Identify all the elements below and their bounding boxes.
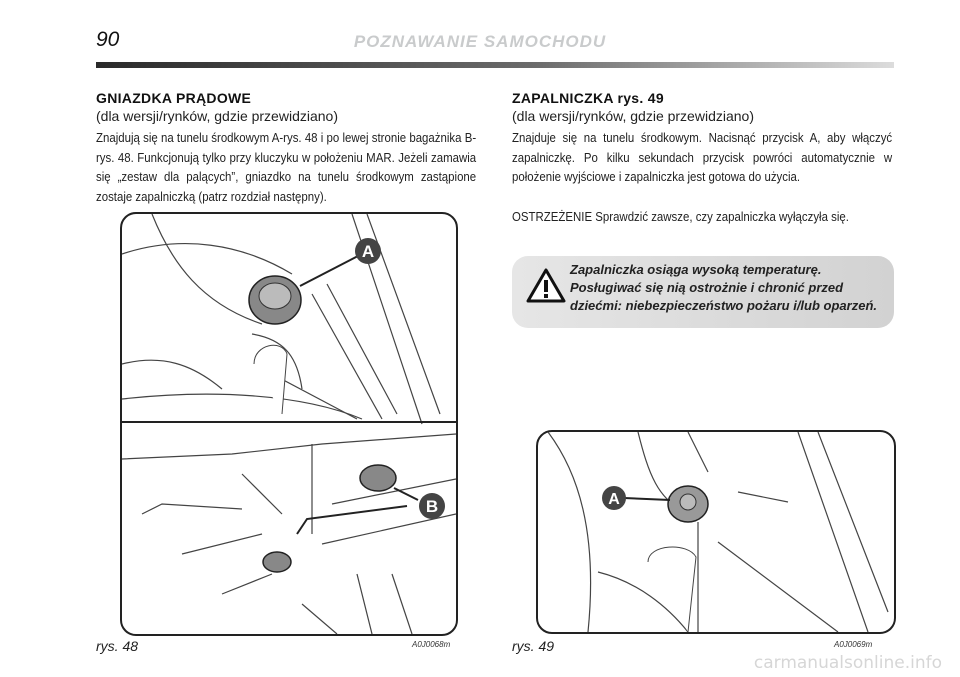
- header-rule: [96, 62, 894, 68]
- section-title: POZNAWANIE SAMOCHODU: [353, 32, 607, 51]
- warning-box: [512, 256, 894, 328]
- right-subtitle: (dla wersji/rynków, gdzie przewidziano): [512, 108, 754, 124]
- watermark: carmanualsonline.info: [753, 653, 942, 673]
- right-paragraph: Znajduje się na tunelu środkowym. Nacisnąć przycisk A, aby włączyć zapalniczkę. Po kilku sekundach przycisk powróci automatycznie w położenie wyjściowe i zapalniczka jest gotowa do użycia.: [512, 130, 893, 184]
- figure-49: [536, 430, 896, 634]
- callout-a-48: A: [361, 242, 375, 261]
- right-heading: ZAPALNICZKA rys. 49: [512, 90, 664, 106]
- left-paragraph: Znajdują się na tunelu środkowym A-rys. 48 i po lewej stronie bagażnika B-rys. 48. Funkcjonują tylko przy kluczyku w położeniu MAR. Jeżeli zamawia się „zestaw dla palących”, gniazdko na tunelu środkowym zastąpione zostaje zapalniczką (patrz rozdział następny).: [96, 130, 477, 204]
- left-subtitle: (dla wersji/rynków, gdzie przewidziano): [96, 108, 338, 124]
- warning-text: Zapalniczka osiąga wysoką temperaturę. Posługiwać się nią ostrożnie i chronić przed dziećmi: niebezpieczeństwo pożaru i/lub oparzeń.: [570, 262, 877, 313]
- figure-48-code: A0J0068m: [412, 640, 451, 649]
- figure-48-illustration: [122, 214, 456, 634]
- figure-49-caption: rys. 49: [512, 638, 555, 654]
- callout-b-48: B: [425, 497, 439, 516]
- figure-48-caption: rys. 48: [96, 638, 139, 654]
- figure-49-code: A0J0069m: [834, 640, 873, 649]
- figure-49-illustration: [538, 432, 894, 632]
- callout-a-49: A: [608, 491, 620, 508]
- page-number: 90: [96, 28, 120, 51]
- left-heading: GNIAZDKA PRĄDOWE: [96, 90, 252, 106]
- warning-triangle-icon: [526, 268, 566, 304]
- warning-line: OSTRZEŻENIE Sprawdzić zawsze, czy zapalniczka wyłączyła się.: [512, 209, 849, 224]
- figure-48: [120, 212, 458, 636]
